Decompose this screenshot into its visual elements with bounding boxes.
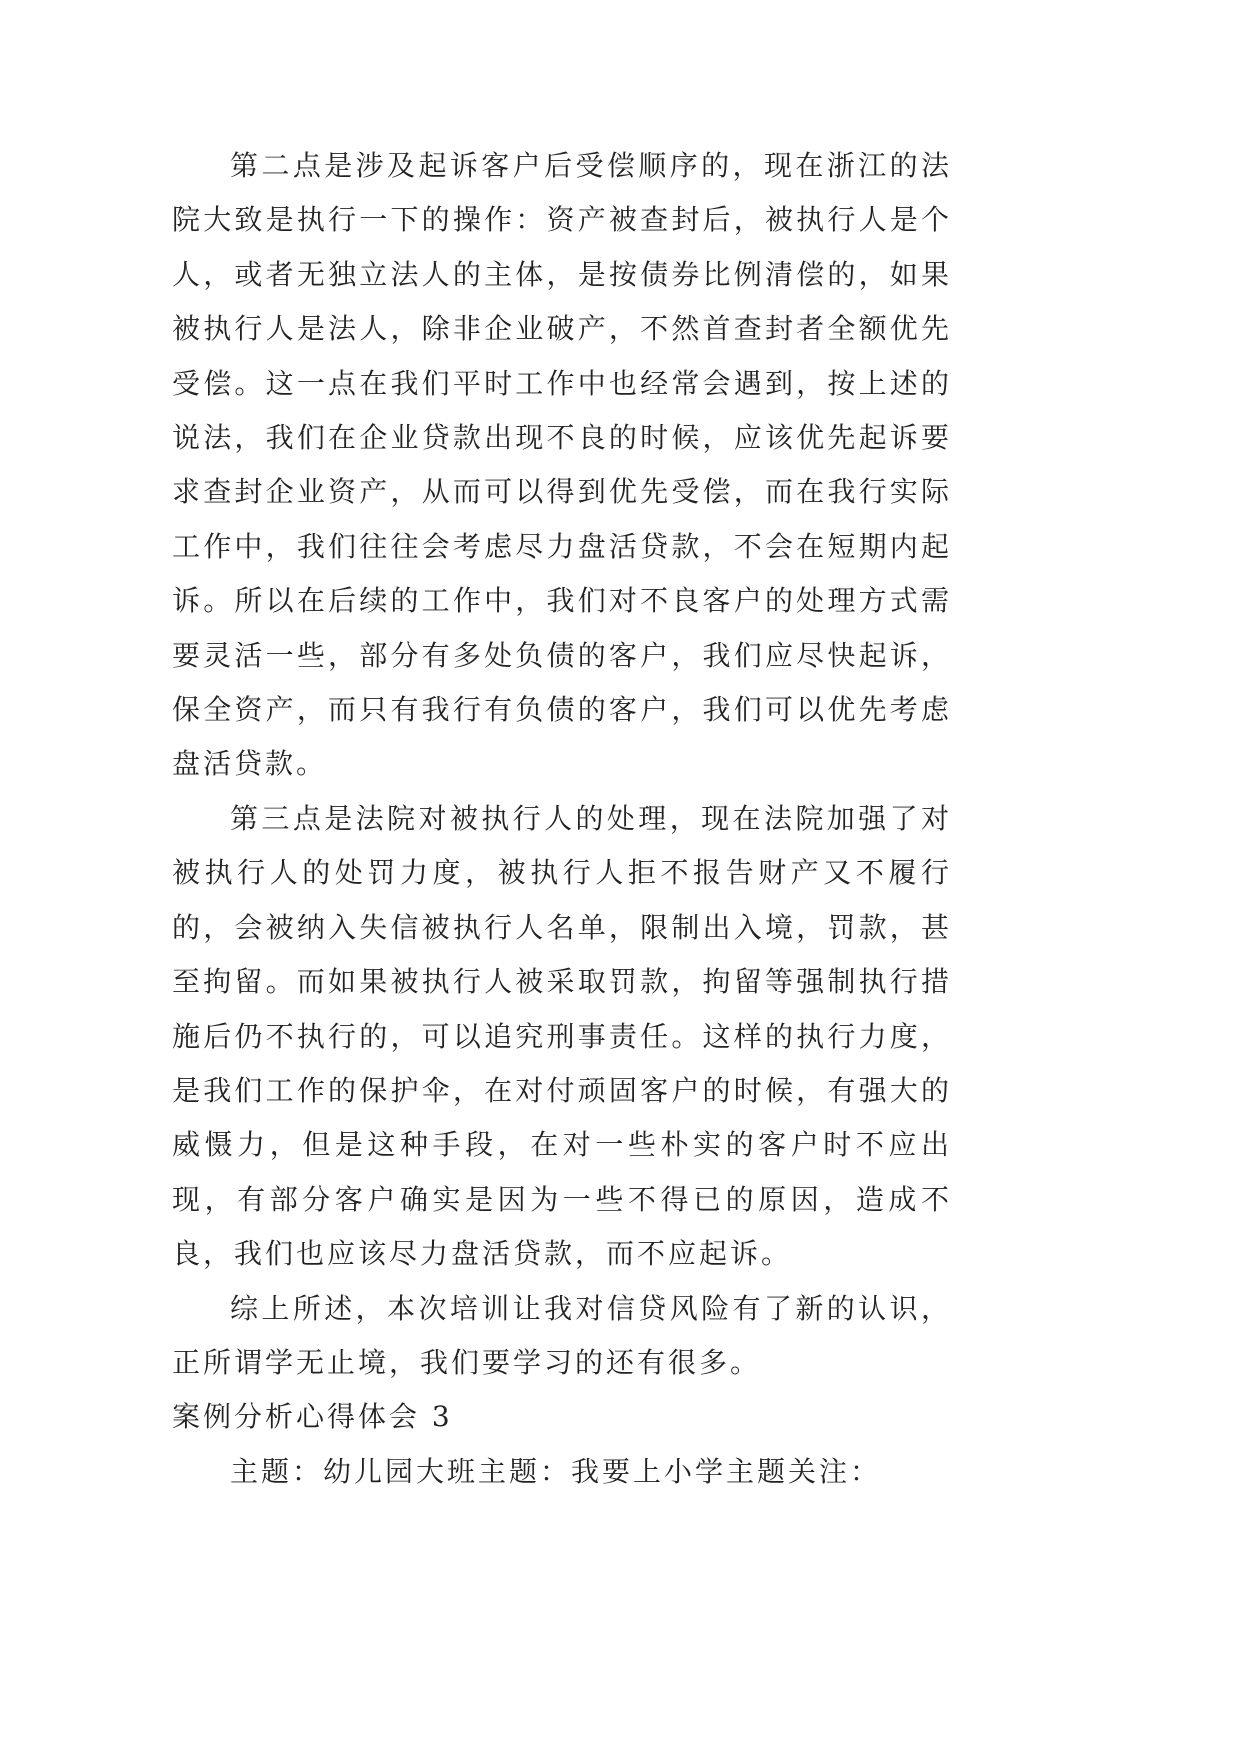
topic-line: 主题：幼儿园大班主题：我要上小学主题关注： bbox=[230, 1454, 882, 1488]
section-heading: 案例分析心得体会 3 bbox=[172, 1400, 453, 1434]
document-body bbox=[172, 139, 952, 1499]
paragraph-point-two: 第二点是涉及起诉客户后受偿顺序的，现在浙江的法院大致是执行一下的操作：资产被查封后，被执行人是个人，或者无独立法人的主体，是按债券比例清偿的，如果被执行人是法人，除非企业破产，不然首查封者全额优先受偿。这一点在我们平时工作中也经常会遇到，按上述的说法，我们在企业贷款出现不良的时候，应该优先起诉要求查封企业资产，从而可以得到优先受偿，而在我行实际工作中，我们往往会考虑尽力盘活贷款，不会在短期内起诉。所以在后续的工作中，我们对不良客户的处理方式需要灵活一些，部分有多处负债的客户，我们应尽快起诉，保全资产，而只有我行有负债的客户，我们可以优先考虑盘活贷款。 bbox=[172, 149, 952, 781]
paragraph-point-three: 第三点是法院对被执行人的处理，现在法院加强了对被执行人的处罚力度，被执行人拒不报告财产又不履行的，会被纳入失信被执行人名单，限制出入境，罚款，甚至拘留。而如果被执行人被采取罚款，拘留等强制执行措施后仍不执行的，可以追究刑事责任。这样的执行力度，是我们工作的保护伞，在对付顽固客户的时候，有强大的威慑力，但是这种手段，在对一些朴实的客户时不应出现，有部分客户确实是因为一些不得已的原因，造成不良，我们也应该尽力盘活贷款，而不应起诉。 bbox=[172, 801, 952, 1271]
paragraph-summary: 综上所述，本次培训让我对信贷风险有了新的认识，正所谓学无止境，我们要学习的还有很多。 bbox=[172, 1291, 952, 1379]
